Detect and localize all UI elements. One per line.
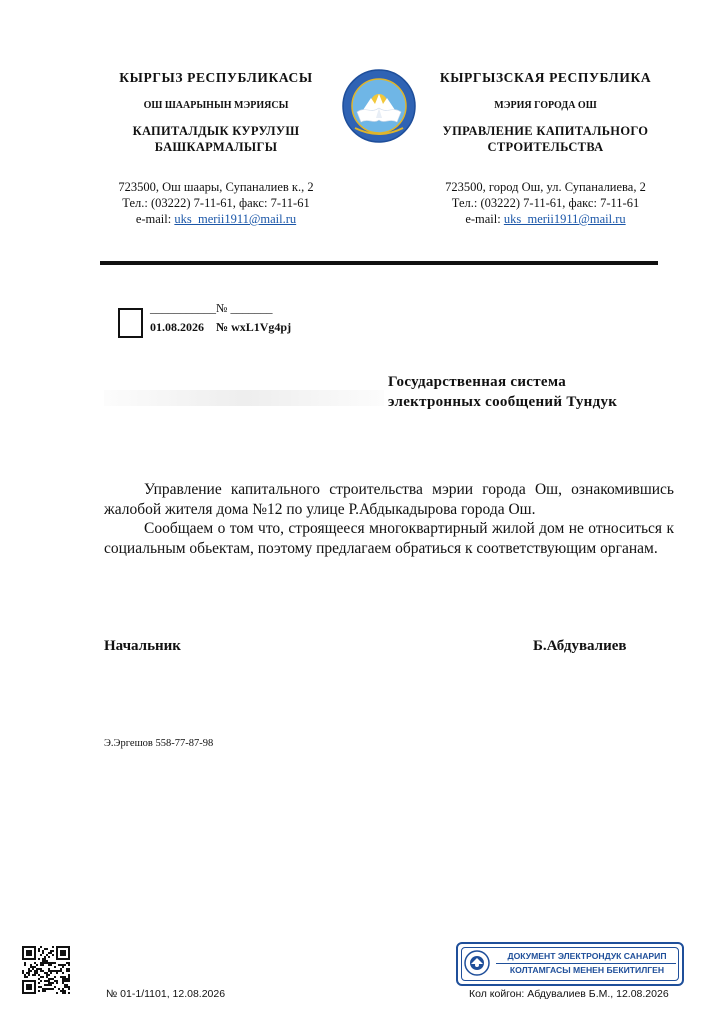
registration-number: № 01-1/1101, 12.08.2026 [106,988,226,1000]
qr-code-icon[interactable] [22,946,70,994]
header-left-country: КЫРГЫЗ РЕСПУБЛИКАСЫ [119,70,313,85]
header-right-email-link[interactable]: uks_merii1911@mail.ru [503,212,626,226]
stamp-line1: ДОКУМЕНТ ЭЛЕКТРОНДУК САНАРИП [507,951,667,961]
letter-body [104,480,674,558]
kyrgyz-emblem-icon [341,68,417,144]
header-left-phone: Тел.: (03222) 7-11-61, факс: 7-11-61 [122,196,310,210]
header-right-phone: Тел.: (03222) 7-11-61, факс: 7-11-61 [451,196,640,210]
header-right-mayor-office: МЭРИЯ ГОРОДА ОШ [494,100,597,111]
header-left-dept-line2: БАШКАРМАЛЫГЫ [154,140,278,154]
signatory-name: Б.Абдувалиев [533,638,627,654]
stamp-line2: КОЛТАМГАСЫ МЕНЕН БЕКИТИЛГЕН [509,965,665,975]
header-right-block [418,70,673,227]
header-right-email-row [418,211,673,227]
signed-by: Кол койгон: Абдувалиев Б.М., 12.08.2026 [469,988,669,1000]
header-right-department [418,123,673,155]
signatory-title: Начальник [104,638,181,654]
header-divider [100,261,658,265]
reference-blank-line: ___________№ _______ [150,301,273,315]
emblem-stamp-icon [464,950,490,976]
recipient-line2: электронных сообщений Тундук [388,394,618,410]
reference-date: 01.08.2026 [150,320,204,334]
recipient-line1: Государственная система [388,374,567,390]
reference-number: wxL1Vg4pj [231,320,292,334]
reference-values [150,320,291,335]
header-left-email-link[interactable]: uks_merii1911@mail.ru [174,212,297,226]
header-right-dept-line2: СТРОИТЕЛЬСТВА [487,140,604,154]
header-right-email-label: e-mail: [465,212,504,226]
recipient-block [388,372,617,412]
reference-number-label: № [216,320,229,334]
reference-box [118,308,143,338]
body-paragraph-1: Управление капитального строительства мэрии города Ош, ознакомившись жалобой жителя дома №12 по улице Р.Абдыкадырова города Ош. [104,481,674,518]
header-left-email-row [96,211,336,227]
header-left-email-label: e-mail: [135,212,175,226]
header-right-country: КЫРГЫЗСКАЯ РЕСПУБЛИКА [439,70,652,85]
header-left-department [96,123,336,155]
body-paragraph-2: Сообщаем о том что, строящееся многоквартирный жилой дом не относиться к социальным обьектам, поэтому предлагаем обратиься к соответствующим органам. [104,520,674,557]
executor-contact: Э.Эргешов 558-77-87-98 [104,738,214,749]
header-left-dept-line1: КАПИТАЛДЫК КУРУЛУШ [132,124,300,138]
header-left-mayor-office: ОШ ШААРЫНЫН МЭРИЯСЫ [143,100,289,111]
header-left-address: 723500, Ош шаары, Супаналиев к., 2 [118,180,314,194]
header-left-contacts [96,179,336,227]
header-right-address: 723500, город Ош, ул. Супаналиева, 2 [445,180,646,194]
scan-shade [104,390,384,406]
header-left-block [96,70,336,227]
header-right-dept-line1: УПРАВЛЕНИЕ КАПИТАЛЬНОГО [442,124,649,138]
e-signature-stamp [456,942,684,986]
header-right-contacts [418,179,673,227]
